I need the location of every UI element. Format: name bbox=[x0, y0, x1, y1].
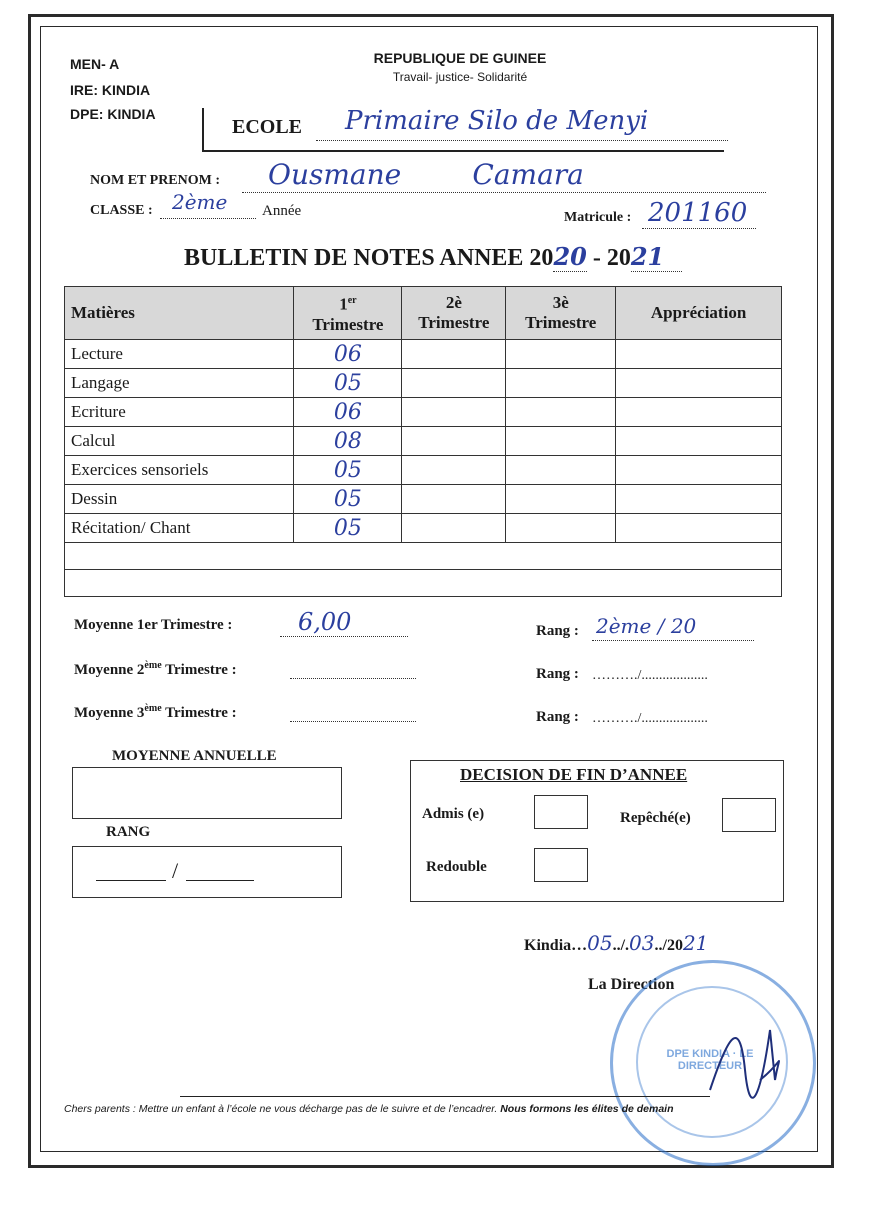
matiere-cell: Dessin bbox=[65, 485, 294, 514]
table-row bbox=[65, 485, 782, 514]
empty-row bbox=[65, 543, 782, 570]
note-t3 bbox=[506, 340, 616, 369]
matricule-label: Matricule : bbox=[564, 210, 632, 225]
moyenne3-label: Moyenne 3ème Trimestre : bbox=[74, 703, 237, 721]
note-t2 bbox=[402, 398, 506, 427]
devise: Travail- justice- Solidarité bbox=[392, 70, 528, 84]
moyenne-annuelle-label: MOYENNE ANNUELLE bbox=[112, 748, 277, 764]
note-t3 bbox=[506, 456, 616, 485]
note-t1: 05 bbox=[294, 369, 402, 398]
note-t3 bbox=[506, 398, 616, 427]
moyenne1-label: Moyenne 1er Trimestre : bbox=[74, 617, 233, 633]
moyenne2-label: Moyenne 2ème Trimestre : bbox=[74, 660, 237, 678]
note-t3 bbox=[506, 485, 616, 514]
admis-label: Admis (e) bbox=[422, 806, 485, 822]
appreciation-cell bbox=[616, 427, 782, 456]
date-day: 05 bbox=[587, 931, 613, 955]
admis-checkbox[interactable] bbox=[534, 795, 588, 829]
title-year2: 21 bbox=[631, 242, 682, 272]
ecole-label: ECOLE bbox=[232, 116, 303, 138]
matricule-value: 201160 bbox=[648, 198, 748, 228]
rang2-label: Rang : bbox=[536, 666, 579, 682]
note-t2 bbox=[402, 369, 506, 398]
header-t2: 2è Trimestre bbox=[402, 287, 506, 340]
appreciation-cell bbox=[616, 369, 782, 398]
table-row bbox=[65, 427, 782, 456]
date-year: 21 bbox=[682, 931, 709, 955]
note-t2 bbox=[402, 340, 506, 369]
ecole-value: Primaire Silo de Menyi bbox=[345, 106, 649, 136]
footer-bold: Nous formons les élites de demain bbox=[500, 1103, 674, 1115]
table-row bbox=[65, 398, 782, 427]
table-row bbox=[65, 369, 782, 398]
footer-rule bbox=[180, 1096, 710, 1097]
title-year1: 20 bbox=[553, 242, 587, 271]
appreciation-cell bbox=[616, 456, 782, 485]
rang-annuel-label: RANG bbox=[106, 824, 151, 840]
appreciation-cell bbox=[616, 340, 782, 369]
moyenne2-line bbox=[290, 660, 416, 679]
footer-note bbox=[64, 1103, 784, 1115]
annee-label: Année bbox=[262, 203, 302, 219]
matiere-cell: Exercices sensoriels bbox=[65, 456, 294, 485]
header-matieres: Matières bbox=[65, 287, 294, 340]
repeche-label: Repêché(e) bbox=[620, 810, 691, 826]
matiere-cell: Ecriture bbox=[65, 398, 294, 427]
rang3-value: ………./................... bbox=[592, 711, 708, 726]
republique-title: REPUBLIQUE DE GUINEE bbox=[373, 50, 547, 66]
appreciation-cell bbox=[616, 485, 782, 514]
decision-title: DECISION DE FIN D’ANNEE bbox=[460, 765, 688, 784]
repeche-checkbox[interactable] bbox=[722, 798, 776, 832]
grades-table bbox=[64, 286, 782, 597]
moyenne3-line bbox=[290, 703, 416, 722]
title-mid: - 20 bbox=[586, 245, 631, 271]
table-row bbox=[65, 514, 782, 543]
note-t1: 06 bbox=[294, 398, 402, 427]
appreciation-cell bbox=[616, 398, 782, 427]
rang1-value: 2ème / 20 bbox=[596, 614, 697, 638]
note-t3 bbox=[506, 369, 616, 398]
matiere-cell: Calcul bbox=[65, 427, 294, 456]
date-line: Kindia…05../.03../2021 bbox=[524, 931, 709, 955]
matiere-cell: Langage bbox=[65, 369, 294, 398]
table-header-row bbox=[65, 287, 782, 340]
title-prefix: BULLETIN DE NOTES ANNEE 20 bbox=[184, 245, 554, 271]
rang1-label: Rang : bbox=[536, 623, 579, 639]
empty-row bbox=[65, 570, 782, 597]
note-t3 bbox=[506, 514, 616, 543]
nom-value: Ousmane Camara bbox=[268, 158, 584, 191]
signature-scribble bbox=[700, 1010, 790, 1110]
appreciation-cell bbox=[616, 514, 782, 543]
dpe-label: DPE: KINDIA bbox=[70, 106, 156, 122]
classe-label: CLASSE : bbox=[90, 203, 153, 218]
note-t1: 05 bbox=[294, 456, 402, 485]
rang-annuel-line1 bbox=[96, 880, 166, 881]
rang2-value: ………./................... bbox=[592, 668, 708, 683]
rang3-label: Rang : bbox=[536, 709, 579, 725]
header-t3: 3è Trimestre bbox=[506, 287, 616, 340]
header-appreciation: Appréciation bbox=[616, 287, 782, 340]
matiere-cell: Lecture bbox=[65, 340, 294, 369]
direction-label: La Direction bbox=[588, 976, 675, 993]
bulletin-title bbox=[184, 242, 682, 272]
note-t1: 05 bbox=[294, 485, 402, 514]
table-row bbox=[65, 340, 782, 369]
header-t1: 1er Trimestre bbox=[294, 287, 402, 340]
note-t2 bbox=[402, 485, 506, 514]
note-t2 bbox=[402, 514, 506, 543]
ire-label: IRE: KINDIA bbox=[70, 82, 151, 98]
moyenne-annuelle-box bbox=[72, 767, 342, 819]
note-t1: 08 bbox=[294, 427, 402, 456]
date-year-prefix: 20 bbox=[666, 937, 683, 954]
classe-value: 2ème bbox=[172, 190, 228, 214]
note-t2 bbox=[402, 427, 506, 456]
redouble-checkbox[interactable] bbox=[534, 848, 588, 882]
moyenne1-value: 6,00 bbox=[298, 608, 352, 636]
note-t3 bbox=[506, 427, 616, 456]
note-t1: 06 bbox=[294, 340, 402, 369]
men-label: MEN- A bbox=[70, 56, 120, 72]
matiere-cell: Récitation/ Chant bbox=[65, 514, 294, 543]
footer-text: Chers parents : Mettre un enfant à l’école ne vous décharge pas de le suivre et de l’encadrer. bbox=[64, 1103, 498, 1115]
rang-annuel-box bbox=[72, 846, 342, 898]
note-t1: 05 bbox=[294, 514, 402, 543]
date-place: Kindia bbox=[524, 937, 572, 954]
table-row bbox=[65, 456, 782, 485]
redouble-label: Redouble bbox=[426, 859, 487, 875]
note-t2 bbox=[402, 456, 506, 485]
stamp-text: DPE KINDIA · LE DIRECTEUR bbox=[666, 1048, 754, 1072]
rang-annuel-line2 bbox=[186, 880, 254, 881]
rang-annuel-sep: / bbox=[172, 858, 179, 883]
date-month: 03 bbox=[629, 931, 655, 955]
nom-label: NOM ET PRENOM : bbox=[90, 173, 221, 188]
